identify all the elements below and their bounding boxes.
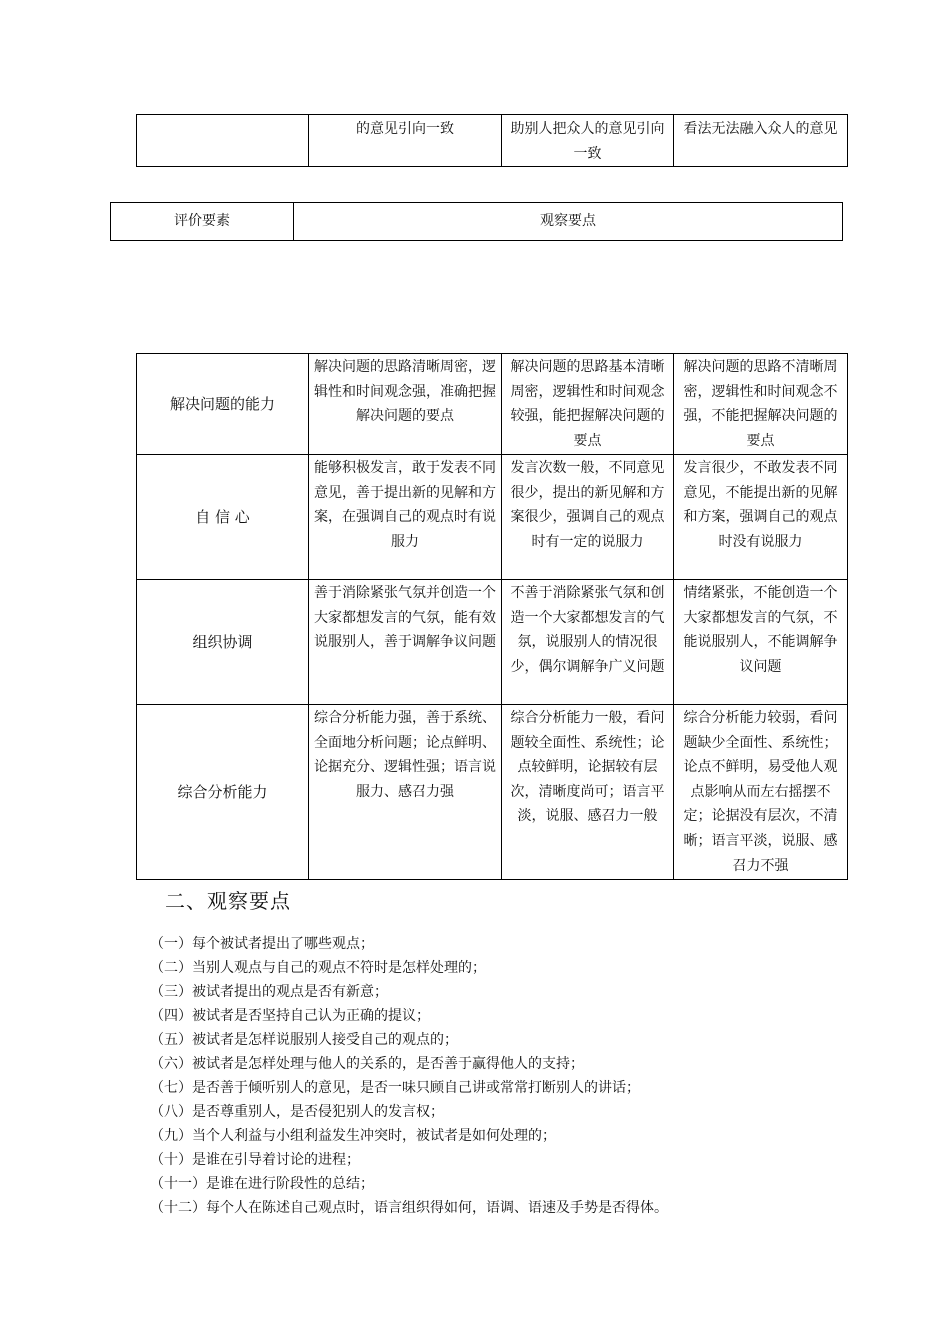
section-title: 二、观察要点 (165, 889, 291, 913)
header-table (110, 202, 843, 241)
level-high-cell: 解决问题的思路清晰周密，逻辑性和时间观念强，准确把握解决问题的要点 (309, 354, 502, 455)
header-cell-evaluation-element: 评价要素 (111, 203, 294, 241)
list-item: （十）是谁在引导着讨论的进程； (150, 1152, 360, 1168)
table-row (137, 354, 848, 455)
list-item: （七）是否善于倾听别人的意见，是否一味只顾自己讲或常常打断别人的讲话； (150, 1080, 640, 1096)
table-cell: 助别人把众人的意见引向一致 (502, 115, 674, 167)
table-row (137, 705, 848, 880)
list-item: （六）被试者是怎样处理与他人的关系的，是否善于赢得他人的支持； (150, 1056, 584, 1072)
list-item: （九）当个人利益与小组利益发生冲突时，被试者是如何处理的； (150, 1128, 556, 1144)
criteria-table (136, 353, 848, 880)
level-high-cell: 善于消除紧张气氛并创造一个大家都想发言的气氛，能有效说服别人，善于调解争议问题 (309, 580, 502, 705)
level-mid-cell: 发言次数一般，不同意见很少，提出的新见解和方案很少，强调自己的观点时有一定的说服力 (502, 455, 674, 580)
table-cell: 的意见引向一致 (309, 115, 502, 167)
level-low-cell: 发言很少，不敢发表不同意见，不能提出新的见解和方案，强调自己的观点时没有说服力 (674, 455, 848, 580)
table-row (137, 455, 848, 580)
table-cell: 看法无法融入众人的意见 (674, 115, 848, 167)
table-cell (137, 115, 309, 167)
list-item: （十二）每个人在陈述自己观点时，语言组织得如何，语调、语速及手势是否得体。 (150, 1200, 668, 1216)
level-low-cell: 情绪紧张，不能创造一个大家都想发言的气氛，不能说服别人，不能调解争议问题 (674, 580, 848, 705)
list-item: （四）被试者是否坚持自己认为正确的提议； (150, 1008, 430, 1024)
table-row (137, 115, 848, 167)
table-row (111, 203, 843, 241)
criterion-cell: 自 信 心 (137, 455, 309, 580)
list-item: （一）每个被试者提出了哪些观点； (150, 936, 374, 952)
list-item: （五）被试者是怎样说服别人接受自己的观点的； (150, 1032, 458, 1048)
level-low-cell: 解决问题的思路不清晰周密，逻辑性和时间观念不强，不能把握解决问题的要点 (674, 354, 848, 455)
list-item: （十一）是谁在进行阶段性的总结； (150, 1176, 374, 1192)
level-low-cell: 综合分析能力较弱，看问题缺少全面性、系统性；论点不鲜明，易受他人观点影响从而左右摇摆不定；论据没有层次，不清晰；语言平淡，说服、感召力不强 (674, 705, 848, 880)
level-high-cell: 能够积极发言，敢于发表不同意见，善于提出新的见解和方案，在强调自己的观点时有说服力 (309, 455, 502, 580)
criterion-cell: 综合分析能力 (137, 705, 309, 880)
level-mid-cell: 解决问题的思路基本清晰周密，逻辑性和时间观念较强，能把握解决问题的要点 (502, 354, 674, 455)
table-row (137, 580, 848, 705)
header-cell-observation-points: 观察要点 (294, 203, 843, 241)
continuation-table (136, 114, 848, 167)
level-mid-cell: 综合分析能力一般，看问题较全面性、系统性；论点较鲜明，论据较有层次，清晰度尚可；语言平淡，说服、感召力一般 (502, 705, 674, 880)
list-item: （八）是否尊重别人，是否侵犯别人的发言权； (150, 1104, 444, 1120)
criterion-cell: 解决问题的能力 (137, 354, 309, 455)
criterion-cell: 组织协调 (137, 580, 309, 705)
observation-points-list (150, 932, 668, 1220)
level-mid-cell: 不善于消除紧张气氛和创造一个大家都想发言的气氛，说服别人的情况很少，偶尔调解争广义问题 (502, 580, 674, 705)
level-high-cell: 综合分析能力强，善于系统、全面地分析问题；论点鲜明、论据充分、逻辑性强；语言说服力、感召力强 (309, 705, 502, 880)
list-item: （二）当别人观点与自己的观点不符时是怎样处理的； (150, 960, 486, 976)
list-item: （三）被试者提出的观点是否有新意； (150, 984, 388, 1000)
